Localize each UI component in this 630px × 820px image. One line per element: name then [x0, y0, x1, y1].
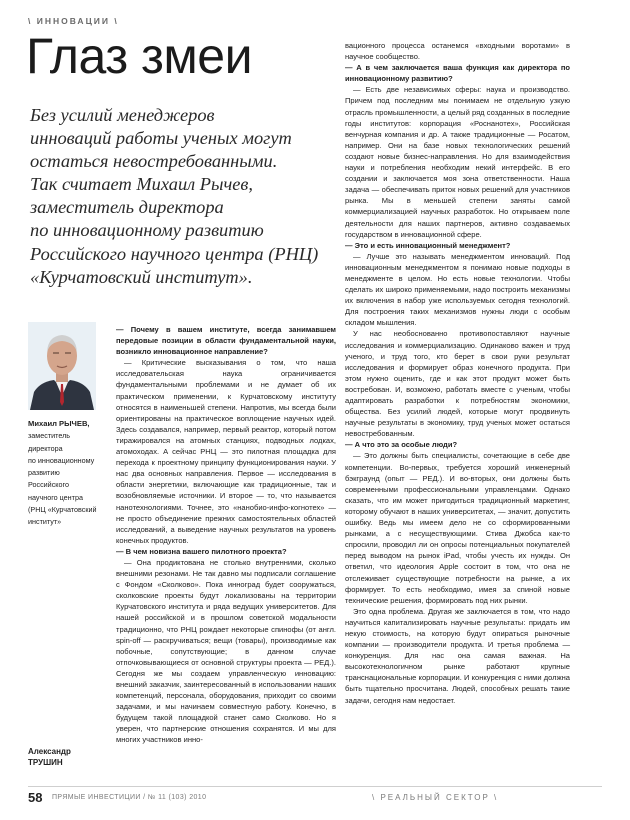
- interview-answer: У нас необоснованно противопоставляют научные исследования и коммерциализацию. Одинаково важен и труд ученого, и труд того, кто берет в свои руки результат исследования и формирует образ конечного продукта. При этом нужно оценить, где и как этот продукт может быть востребован. И, возможно, работать вместе с ученым, чтобы адаптировать разработки к потребностям экономики, общества. Без усилий людей, которые могут продвинуть научные результаты в экономику, труд ученых может остаться невостребованным.: [345, 329, 570, 439]
- lead-paragraph: [30, 104, 330, 289]
- magazine-issue: ПРЯМЫЕ ИНВЕСТИЦИИ / № 11 (103) 2010: [52, 794, 207, 801]
- section-tag: \ ИННОВАЦИИ \: [28, 16, 119, 26]
- lead-line: по инновационному развитию: [30, 220, 264, 241]
- lead-line: заместитель директора: [30, 197, 224, 218]
- interview-answer: — Есть две независимых сферы: наука и производство. Причем под последним мы понимаем не отдельную узкую отрасль промышленности, а целый ряд созданных в последние годы институтов: корпорация «Роснанотех», Российская венчурная компания и др. А также традиционные — Росатом, например. Они на базе новых технологических решений создают новые бизнес-направления. Но для взаимодействия науки и потребления необходим некий интерфейс. В его создании и заключается моя зона ответственности. Наша задача — обеспечивать приток новых решений для участников рынка. Мы в меньшей степени заняты самой коммерциализацией научных разработок. Но открываем поле деятельности для наших партнеров, активно создаваемых государством в инновационной сфере.: [345, 85, 570, 239]
- article-title: Глаз змеи: [26, 28, 253, 84]
- interview-answer: Это одна проблема. Другая же заключается в том, что надо научиться капитализировать научные результаты: придать им некую стоимость, на которую будут опираться рыночные компании — производители продукта. И третья проблема — конкуренция. Для нас она самая важная. На высокотехнологичном рынке работают крупные транснациональные корпорации. И конкуренция с ними должна быть тщательно просчитана. Людей, способных решать такие задачи, сегодня нам недостает.: [345, 606, 570, 705]
- author-caption-line: Российского: [28, 480, 69, 490]
- byline-last-name: ТРУШИН: [28, 758, 63, 767]
- portrait-drawing: [28, 322, 96, 410]
- author-caption-line: институт»: [28, 517, 62, 527]
- page-number: 58: [28, 790, 43, 805]
- interview-question: — Почему в вашем институте, всегда занимавшем передовые позиции в области фундаментальной науки, возникло инновационное направление?: [116, 325, 336, 357]
- interview-answer: — Критические высказывания о том, что наша исследовательская наука ограничивается фундаментальными проблемами и не думает об их практическом применении, к Курчатовскому институту относятся в наименьшей степени. Напротив, мы всегда были ориентированы на практическое воплощение научных идей. Здесь создавался, например, первый реактор, который потом тиражировался на атомных станциях, подводных лодках, атомоходах. А сейчас РНЦ — это пилотная площадка для перехода к проектному принципу функционирования науки. У нас два основных направления. Первое — исследования в области энергетики, включающие как традиционные, так и возобновляемые источники. И второе — то, что называется нанотехнологиями. Точнее, это «нанобио-инфо-когнотех» — не просто объединение прежних самостоятельных областей исследований, а выведение научных результатов на уровень конечных продуктов.: [116, 358, 336, 545]
- author-caption: [28, 418, 106, 529]
- lead-line: инноваций работы ученых могут: [30, 128, 292, 149]
- author-caption-line: директора: [28, 443, 63, 453]
- interview-answer: вационного процесса останемся «входными воротами» в научное сообщество.: [345, 41, 570, 62]
- byline-first-name: Александр: [28, 747, 71, 756]
- lead-line: «Курчатовский институт».: [30, 266, 253, 287]
- interview-answer: — Она продиктована не столько внутренними, сколько внешними резонами. Не так давно мы подписали соглашение с Фондом «Сколково». Пока инноград будет сооружаться, сколковские проекты будут локализованы на территории Курчатовского института и ряда ведущих университетов. Для нашей российской и в прошлом советской модальности традиционно, что РНЦ рождает некоторые спинофы (от англ. spin-off — раскручиваться; вещи (товары), производимые как побочные, сопутствующие; в данном случае отпочковывающиеся от основной структуры проекта — РЕД.). Сегодня же мы создаем управленческую инновацию: внешний заказчик, заинтересованный в использовании наших компетенций, персонала, оборудования, приходит со своими задачами, и мы начинаем совместную работу. Конечно, в будущем такой площадкой станет само Сколково. Но я уверен, что партнерские отношения сохранятся. И мы для многих участников инно-: [116, 557, 336, 745]
- interview-question: — В чем новизна вашего пилотного проекта?: [116, 546, 287, 556]
- article-byline: [28, 746, 104, 768]
- interview-answer: — Это должны быть специалисты, сочетающие в себе две компетенции. Во-первых, требуется хороший инженерный бэкграунд (опыт — РЕД.). И во-вторых, они должны быть современными профессиональными управленцами. Однако сказать, что им может пригодиться традиционный маркетинг, которому обучают в наших университетах, — значит, допустить ошибку. Ведь мы имеем дело не со сформированными рынками, а с несуществующими. Стива Джобса как-то спросили, проводил ли он опросы потенциальных покупателей перед выводом на рынок iPad, чтобы учесть их нужды. Он ответил, что идеология Apple состоит в том, что она не отслеживает существующие потребности на рынке, а их формирует. То есть необходимо, имея за спиной новые технические решения, формировать под них рынки.: [345, 451, 570, 605]
- author-caption-line: научного центра: [28, 492, 83, 502]
- interview-answer: — Лучше это называть менеджментом инноваций. Под инновационным менеджментом я понимаю новые подходы в менеджменте в целом. Но есть новые технологии. Чтобы сделать их широко применяемыми, надо построить механизмы их включения в набор уже используемых сегодня технологий. Для построения таких механизмов нужны люди с особым складом мышления.: [345, 251, 570, 328]
- text-column-right: [345, 40, 570, 706]
- interview-question: — А в чем заключается ваша функция как директора по инновационному развитию?: [345, 63, 570, 84]
- author-portrait: [28, 322, 96, 410]
- footer-divider: [28, 786, 602, 787]
- author-caption-line: по инновационному: [28, 455, 95, 465]
- lead-line: Без усилий менеджеров: [30, 105, 215, 125]
- interview-question: — А что это за особые люди?: [345, 440, 458, 450]
- text-column-middle: [116, 324, 336, 746]
- author-caption-line: развитию: [28, 468, 60, 478]
- lead-line: остаться невостребованными.: [30, 151, 278, 172]
- author-caption-line: заместитель: [28, 431, 71, 441]
- lead-line: Так считает Михаил Рычев,: [30, 174, 253, 195]
- interview-question: — Это и есть инновационный менеджмент?: [345, 240, 511, 250]
- lead-line: Российского научного центра (РНЦ): [30, 243, 319, 264]
- author-name: Михаил РЫЧЕВ,: [28, 419, 90, 428]
- author-caption-line: (РНЦ «Курчатовский: [28, 505, 97, 515]
- footer-section-tag: \ РЕАЛЬНЫЙ СЕКТОР \: [372, 793, 499, 802]
